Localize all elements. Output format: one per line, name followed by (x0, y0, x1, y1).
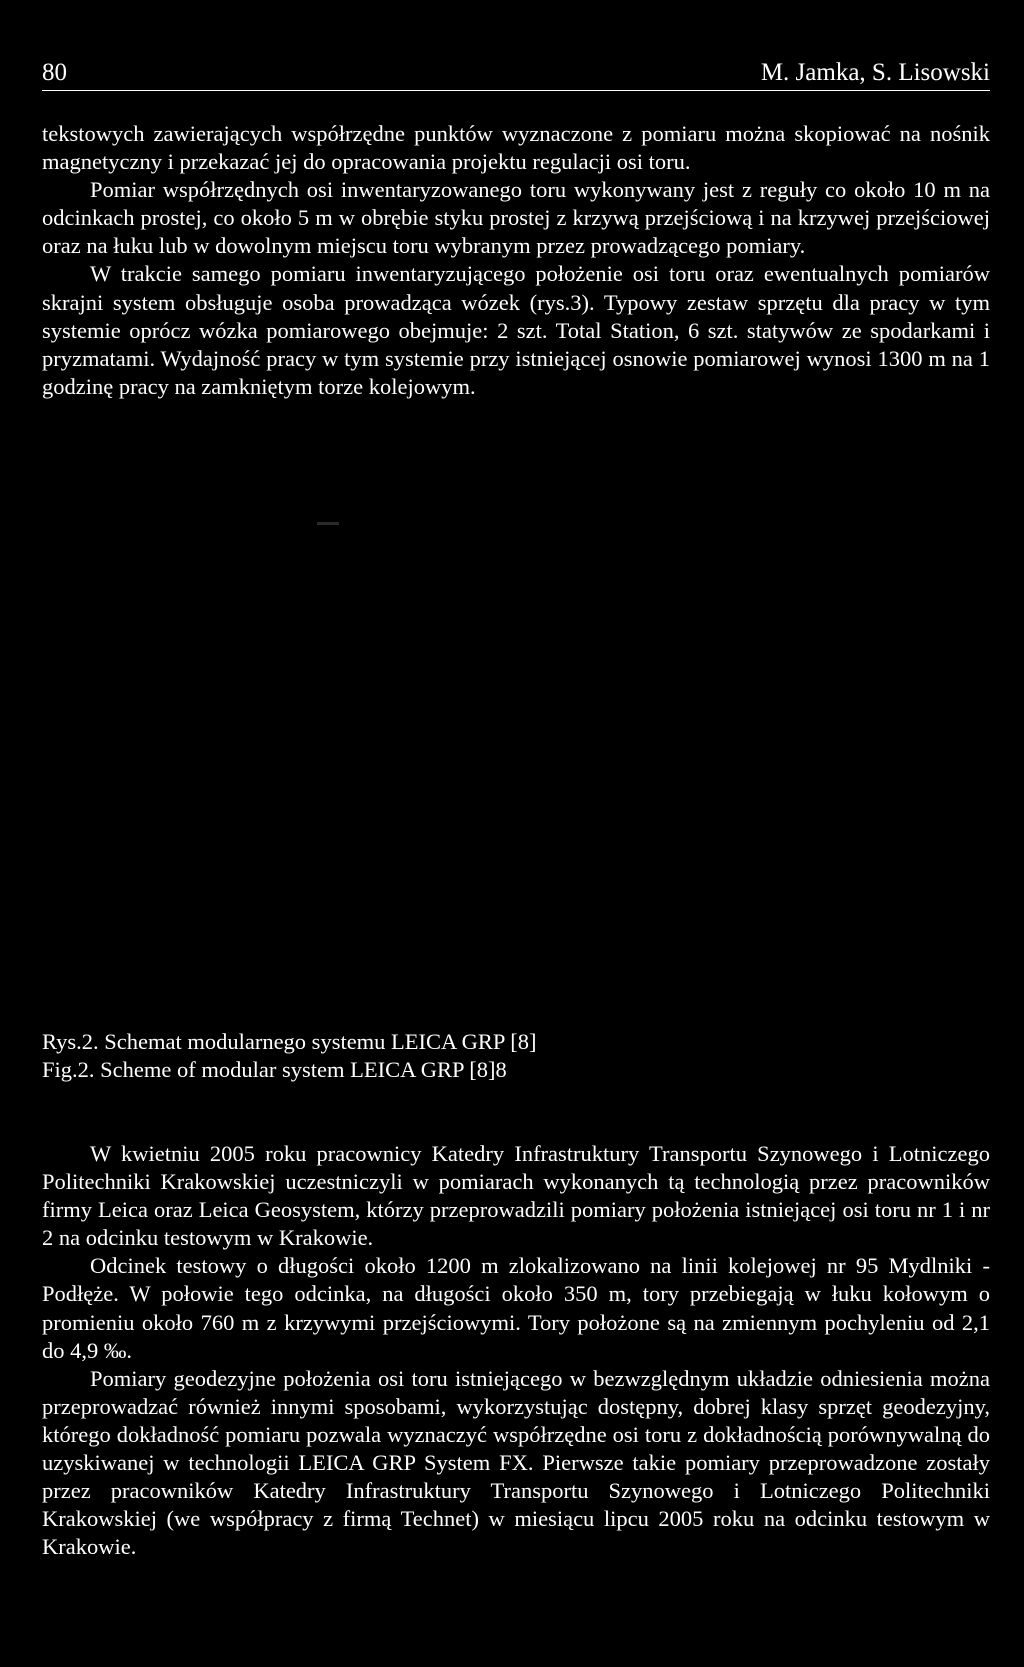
figure-2-image (42, 470, 990, 1010)
paragraph-continuation: tekstowych zawierających współrzędne punktów wyznaczone z pomiaru można skopiować na nośnik magnetyczny i przekazać jej do opracowania projektu regulacji osi toru. (42, 121, 990, 175)
bottom-text-block (42, 1140, 990, 1561)
paragraph-april-2005: W kwietniu 2005 roku pracownicy Katedry Infrastruktury Transportu Szynowego i Lotniczego Politechniki Krakowskiej uczestniczyli w pomiarach wykonanych tą technologią przez pracowników firmy Leica oraz Leica Geosystem, którzy przeprowadzili pomiary położenia istniejącej osi toru nr 1 i nr 2 na odcinku testowym w Krakowie. (42, 1141, 990, 1251)
figure-caption (42, 1028, 536, 1084)
caption-polish: Rys.2. Schemat modularnego systemu LEICA GRP [8] (42, 1029, 537, 1054)
top-text-block (42, 120, 990, 401)
header-authors: M. Jamka, S. Lisowski (760, 59, 990, 86)
caption-english: Fig.2. Scheme of modular system LEICA GRP [8]8 (42, 1057, 507, 1082)
page-number: 80 (42, 59, 67, 86)
paragraph-measurement-spacing: Pomiar współrzędnych osi inwentaryzowanego toru wykonywany jest z reguły co około 10 m na odcinkach prostej, co około 5 m w obrębie styku prostej z krzywą przejściową i na krzywej przejściowej oraz na łuku lub w dowolnym miejscu toru wybranym przez prowadzącego pomiary. (42, 177, 990, 259)
figure-artifact (317, 522, 339, 525)
paragraph-geodetic-methods: Pomiary geodezyjne położenia osi toru istniejącego w bezwzględnym układzie odniesienia można przeprowadzać również innymi sposobami, wykorzystując dostępny, dobrej klasy sprzęt geodezyjny, którego dokładność pomiaru pozwala wyznaczyć współrzędne osi toru z dokładnością porównywalną do uzyskiwanej w technologii LEICA GRP System FX. Pierwsze takie pomiary przeprowadzone zostały przez pracowników Katedry Infrastruktury Transportu Szynowego i Lotniczego Politechniki Krakowskiej (we współpracy z firmą Technet) w miesiącu lipcu 2005 roku na odcinku testowym w Krakowie. (42, 1365, 990, 1560)
running-header (42, 58, 990, 91)
paragraph-test-section: Odcinek testowy o długości około 1200 m zlokalizowano na linii kolejowej nr 95 Mydlniki - Podłęże. W połowie tego odcinka, na długości około 350 m, tory przebiegają w łuku kołowym o promieniu około 760 m z krzywymi przejściowymi. Tory położone są na zmiennym pochyleniu od 2,1 do 4,9 ‰. (42, 1253, 990, 1363)
paragraph-trolley-operation: W trakcie samego pomiaru inwentaryzującego położenie osi toru oraz ewentualnych pomiarów skrajni system obsługuje osoba prowadząca wózek (rys.3). Typowy zestaw sprzętu dla pracy w tym systemie oprócz wózka pomiarowego obejmuje: 2 szt. Total Station, 6 szt. statywów ze spodarkami i pryzmatami. Wydajność pracy w tym systemie przy istniejącej osnowie pomiarowej wynosi 1300 m na 1 godzinę pracy na zamkniętym torze kolejowym. (42, 261, 990, 399)
